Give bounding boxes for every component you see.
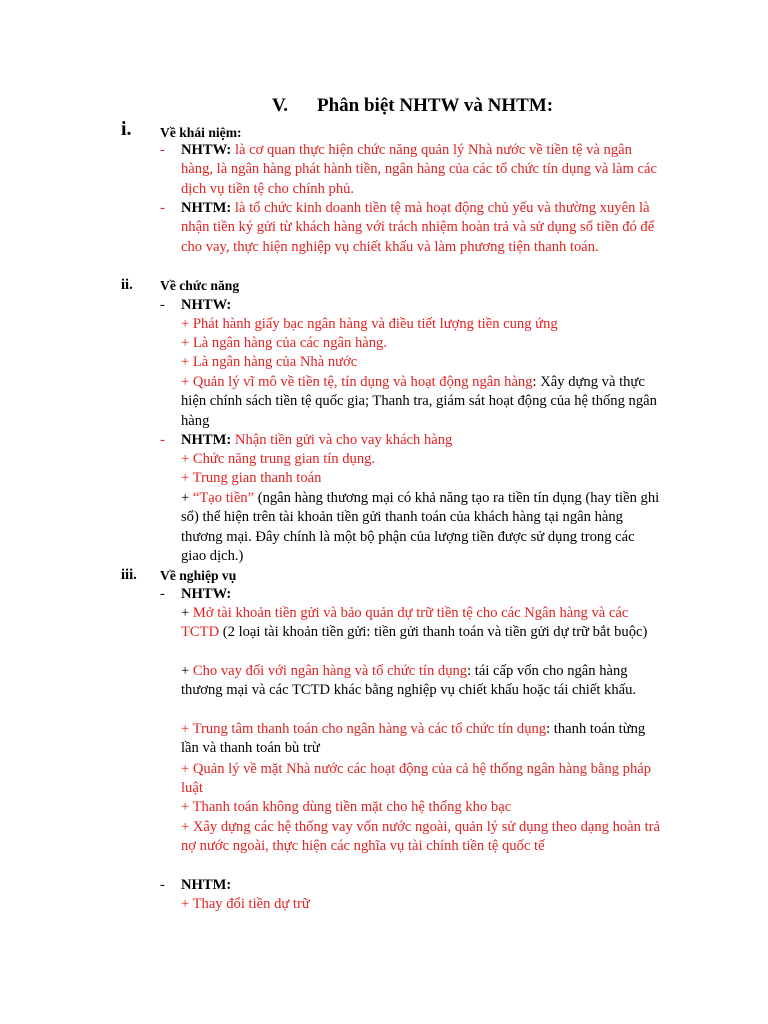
operation-nhtw-line: + Quản lý về mặt Nhà nước các hoạt động của cả hệ thống ngân hàng bằng pháp luật [181, 761, 652, 797]
line-red-part: Mở tài khoản tiền gửi và bảo quản dự trữ tiền tệ cho các Ngân hàng và các TCTD [181, 605, 629, 641]
section-title: Về chức năng [160, 278, 240, 293]
list-dash: - [160, 877, 165, 893]
list-dash: - [160, 432, 165, 448]
item-label: NHTM: [181, 432, 232, 448]
section-numeral: ii. [121, 277, 133, 293]
line-red-part: Cho vay đối với ngân hàng và tổ chức tín dụng [192, 663, 468, 679]
function-nhtw-line: + Là ngân hàng của Nhà nước [181, 354, 358, 370]
item-text: là tổ chức kinh doanh tiền tệ mà hoạt động chủ yếu và thường xuyên là nhận tiền ký gửi từ khách hàng với trách nhiệm hoàn trả và sử dụng số tiền đó để cho vay, thực hiện nghiệp vụ chiết khấu và làm phương tiện thanh toán. [181, 200, 655, 255]
operation-nhtm-line: + Thay đổi tiền dự trữ [181, 896, 310, 912]
operation-nhtw-line [181, 604, 661, 643]
section-operation-heading [0, 566, 768, 586]
line-black-part: (2 loại tài khoản tiền gửi: tiền gửi thanh toán và tiền gửi dự trữ bắt buộc) [219, 624, 648, 641]
operation-nhtw-label-row [181, 585, 661, 604]
section-concept-heading [0, 118, 768, 143]
line-red-part: + Trung tâm thanh toán cho ngân hàng và các tổ chức tín dụng [181, 721, 547, 737]
item-text: Nhận tiền gửi và cho vay khách hàng [234, 432, 453, 448]
operation-nhtw-line [181, 662, 661, 701]
section-numeral: i. [121, 118, 132, 140]
title-text: Phân biệt NHTW và NHTM: [317, 95, 554, 116]
line-plus: + [181, 490, 193, 506]
operation-nhtw-line [181, 720, 661, 759]
concept-nhtm-item [181, 199, 661, 257]
section-numeral: iii. [121, 567, 137, 583]
function-nhtm-label-row [181, 431, 661, 450]
section-title: Về nghiệp vụ [160, 568, 237, 583]
function-nhtw-line [181, 373, 661, 431]
function-nhtm-line: + Chức năng trung gian tín dụng. [181, 451, 376, 467]
function-nhtw-label-row [181, 296, 661, 315]
item-label: NHTM: [181, 200, 232, 216]
item-label: NHTW: [181, 297, 232, 313]
operation-nhtm-label-row [181, 876, 661, 895]
line-plus: + [181, 663, 193, 679]
list-dash: - [160, 586, 165, 602]
function-nhtw-line: + Là ngân hàng của các ngân hàng. [181, 335, 387, 351]
list-dash: - [160, 142, 165, 158]
operation-nhtw-line: + Xây dựng các hệ thống vay vốn nước ngoài, quản lý sử dụng theo dạng hoàn trả nợ nước ngoài, thực hiện các nghĩa vụ tài chính tiền tệ quốc tế [181, 819, 660, 855]
item-text: là cơ quan thực hiện chức năng quản lý Nhà nước về tiền tệ và ngân hàng, là ngân hàng phát hành tiền, ngân hàng của các tổ chức tín dụng và làm các dịch vụ tiền tệ cho chính phủ. [181, 142, 657, 197]
line-black-part: : thanh toán từng lần và thanh toán bù trừ [181, 721, 646, 757]
concept-nhtw-item [181, 141, 661, 199]
line-red-part: “Tạo tiền” [192, 490, 255, 506]
line-plus: + [181, 605, 193, 621]
line-black-part: : Xây dựng và thực hiện chính sách tiền tệ quốc gia; Thanh tra, giám sát hoạt động của hệ thống ngân hàng [181, 374, 657, 429]
function-nhtm-line [181, 489, 661, 567]
list-dash: - [160, 200, 165, 216]
item-label: NHTM: [181, 877, 232, 893]
line-black-part: : tái cấp vốn cho ngân hàng thương mại và các TCTD khác bằng nghiệp vụ chiết khấu hoặc tái chiết khấu. [181, 663, 637, 699]
line-red-part: + Quản lý vĩ mô về tiền tệ, tín dụng và hoạt động ngân hàng [181, 374, 533, 390]
function-nhtm-line: + Trung gian thanh toán [181, 470, 322, 486]
operation-nhtw-line: + Thanh toán không dùng tiền mặt cho hệ thống kho bạc [181, 799, 512, 815]
title-number: V. [272, 95, 289, 116]
item-label: NHTW: [181, 142, 232, 158]
list-dash: - [160, 297, 165, 313]
section-title: Về khái niệm: [160, 125, 242, 140]
item-label: NHTW: [181, 586, 232, 602]
section-function-heading [0, 276, 768, 296]
function-nhtw-line: + Phát hành giấy bạc ngân hàng và điều tiết lượng tiền cung ứng [181, 316, 558, 332]
line-black-part: (ngân hàng thương mại có khả năng tạo ra tiền tín dụng (hay tiền ghi sổ) thể hiện trên tài khoản tiền gửi thanh toán của khách hàng tại ngân hàng thương mại. Đây chính là một bộ phận của lượng tiền được sử dụng trong các giao dịch.) [181, 490, 660, 565]
